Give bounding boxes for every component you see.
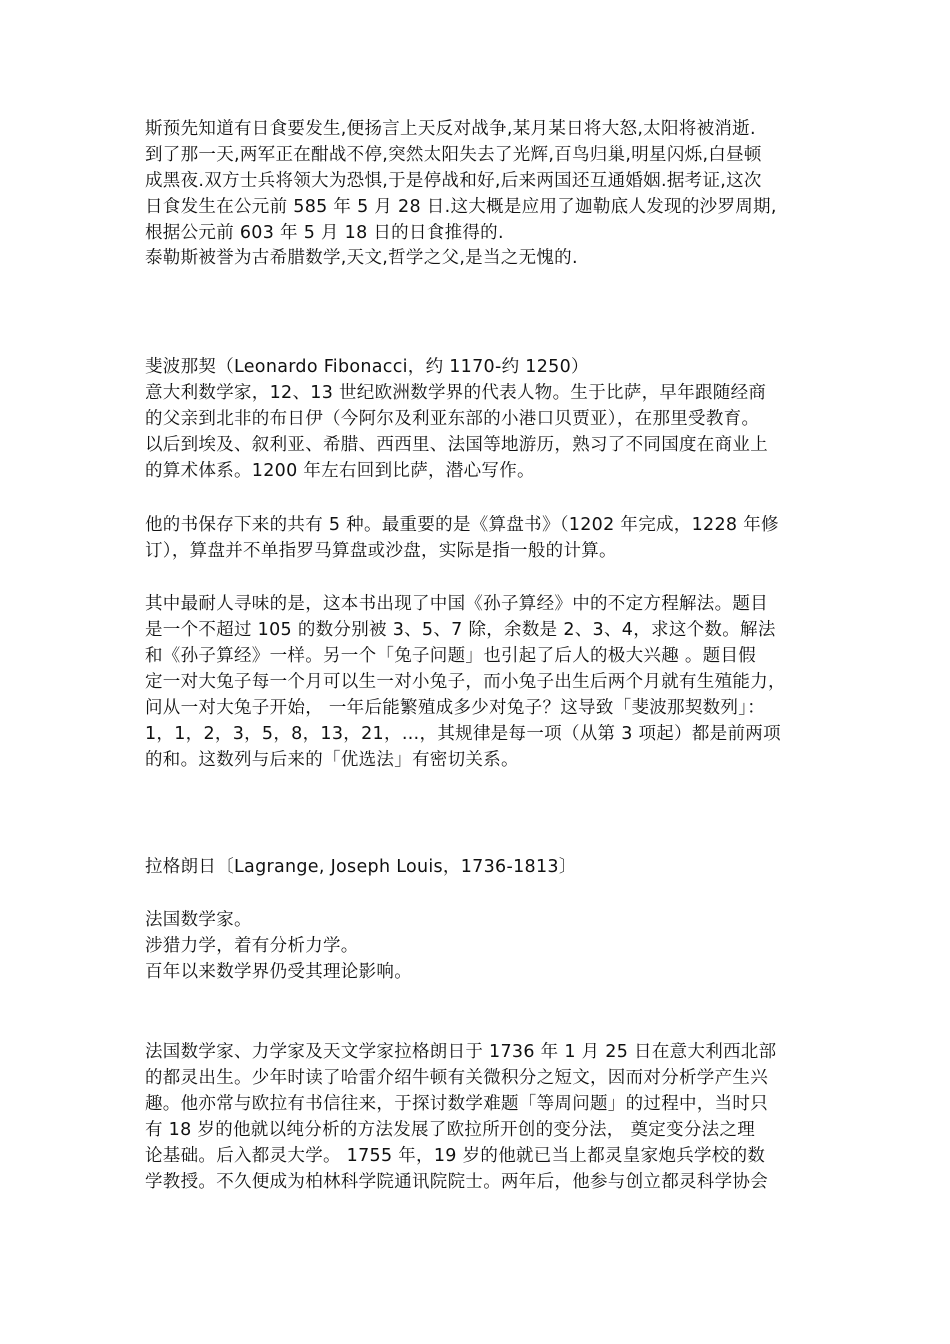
- lagrange-bio-line-5: 论基础。后入都灵大学。 1755 年，19 岁的他就已当上都灵皇家炮兵学校的数: [145, 1146, 766, 1166]
- fibonacci-problem-line-6: 1，1，2，3，5，8，13，21，…，其规律是每一项（从第 3 项起）都是前两项: [145, 724, 781, 744]
- fibonacci-problem-line-1: 其中最耐人寻味的是，这本书出现了中国《孙子算经》中的不定方程解法。题目: [145, 594, 768, 614]
- lagrange-summary-line-3: 百年以来数学界仍受其理论影响。: [145, 962, 412, 982]
- lagrange-bio-line-2: 的都灵出生。少年时读了哈雷介绍牛顿有关微积分之短文，因而对分析学产生兴: [145, 1068, 768, 1088]
- fibonacci-books-line-2: 订），算盘并不单指罗马算盘或沙盘，实际是指一般的计算。: [145, 541, 617, 561]
- fibonacci-intro-line-4: 的算术体系。1200 年左右回到比萨，潜心写作。: [145, 461, 535, 481]
- fibonacci-problem-line-3: 和《孙子算经》一样。另一个「兔子问题」也引起了后人的极大兴趣 。题目假: [145, 646, 757, 666]
- thales-line-4: 日食发生在公元前 585 年 5 月 28 日.这大概是应用了迦勒底人发现的沙罗周期,: [145, 197, 777, 217]
- lagrange-bio-line-1: 法国数学家、力学家及天文学家拉格朗日于 1736 年 1 月 25 日在意大利西北部: [145, 1042, 777, 1062]
- thales-line-1: 斯预先知道有日食要发生,便扬言上天反对战争,某月某日将大怒,太阳将被消逝.: [145, 119, 756, 139]
- lagrange-bio-line-4: 有 18 岁的他就以纯分析的方法发展了欧拉所开创的变分法， 奠定变分法之理: [145, 1120, 756, 1140]
- fibonacci-problem-line-7: 的和。这数列与后来的「优选法」有密切关系。: [145, 750, 519, 770]
- thales-line-3: 成黑夜.双方士兵将领大为恐惧,于是停战和好,后来两国还互通婚姻.据考证,这次: [145, 171, 762, 191]
- lagrange-heading: 拉格朗日〔Lagrange, Joseph Louis，1736-1813〕: [145, 857, 577, 877]
- fibonacci-intro-line-2: 的父亲到北非的布日伊（今阿尔及利亚东部的小港口贝贾亚），在那里受教育。: [145, 409, 760, 429]
- fibonacci-problem-line-5: 问从一对大兔子开始， 一年后能繁殖成多少对兔子？这导致「斐波那契数列」：: [145, 698, 766, 718]
- fibonacci-books-line-1: 他的书保存下来的共有 5 种。最重要的是《算盘书》（1202 年完成，1228 年修: [145, 515, 779, 535]
- lagrange-summary-line-2: 涉猎力学，着有分析力学。: [145, 936, 359, 956]
- fibonacci-problem-line-2: 是一个不超过 105 的数分别被 3、5、7 除，余数是 2、3、4，求这个数。解法: [145, 620, 776, 640]
- lagrange-bio-line-3: 趣。他亦常与欧拉有书信往来，于探讨数学难题「等周问题」的过程中，当时只: [145, 1094, 768, 1114]
- thales-line-5: 根据公元前 603 年 5 月 18 日的日食推得的.: [145, 223, 504, 243]
- fibonacci-intro-line-1: 意大利数学家，12、13 世纪欧洲数学界的代表人物。生于比萨，早年跟随经商: [145, 383, 767, 403]
- lagrange-summary-line-1: 法国数学家。: [145, 910, 252, 930]
- lagrange-bio-line-6: 学教授。不久便成为柏林科学院通讯院院士。两年后，他参与创立都灵科学协会: [145, 1172, 768, 1192]
- fibonacci-heading: 斐波那契（Leonardo Fibonacci，约 1170-约 1250）: [145, 357, 589, 377]
- thales-line-2: 到了那一天,两军正在酣战不停,突然太阳失去了光辉,百鸟归巢,明星闪烁,白昼顿: [145, 145, 762, 165]
- thales-line-6: 泰勒斯被誉为古希腊数学,天文,哲学之父,是当之无愧的.: [145, 248, 578, 268]
- fibonacci-problem-line-4: 定一对大兔子每一个月可以生一对小兔子，而小兔子出生后两个月就有生殖能力，: [145, 672, 786, 692]
- fibonacci-intro-line-3: 以后到埃及、叙利亚、希腊、西西里、法国等地游历，熟习了不同国度在商业上: [145, 435, 768, 455]
